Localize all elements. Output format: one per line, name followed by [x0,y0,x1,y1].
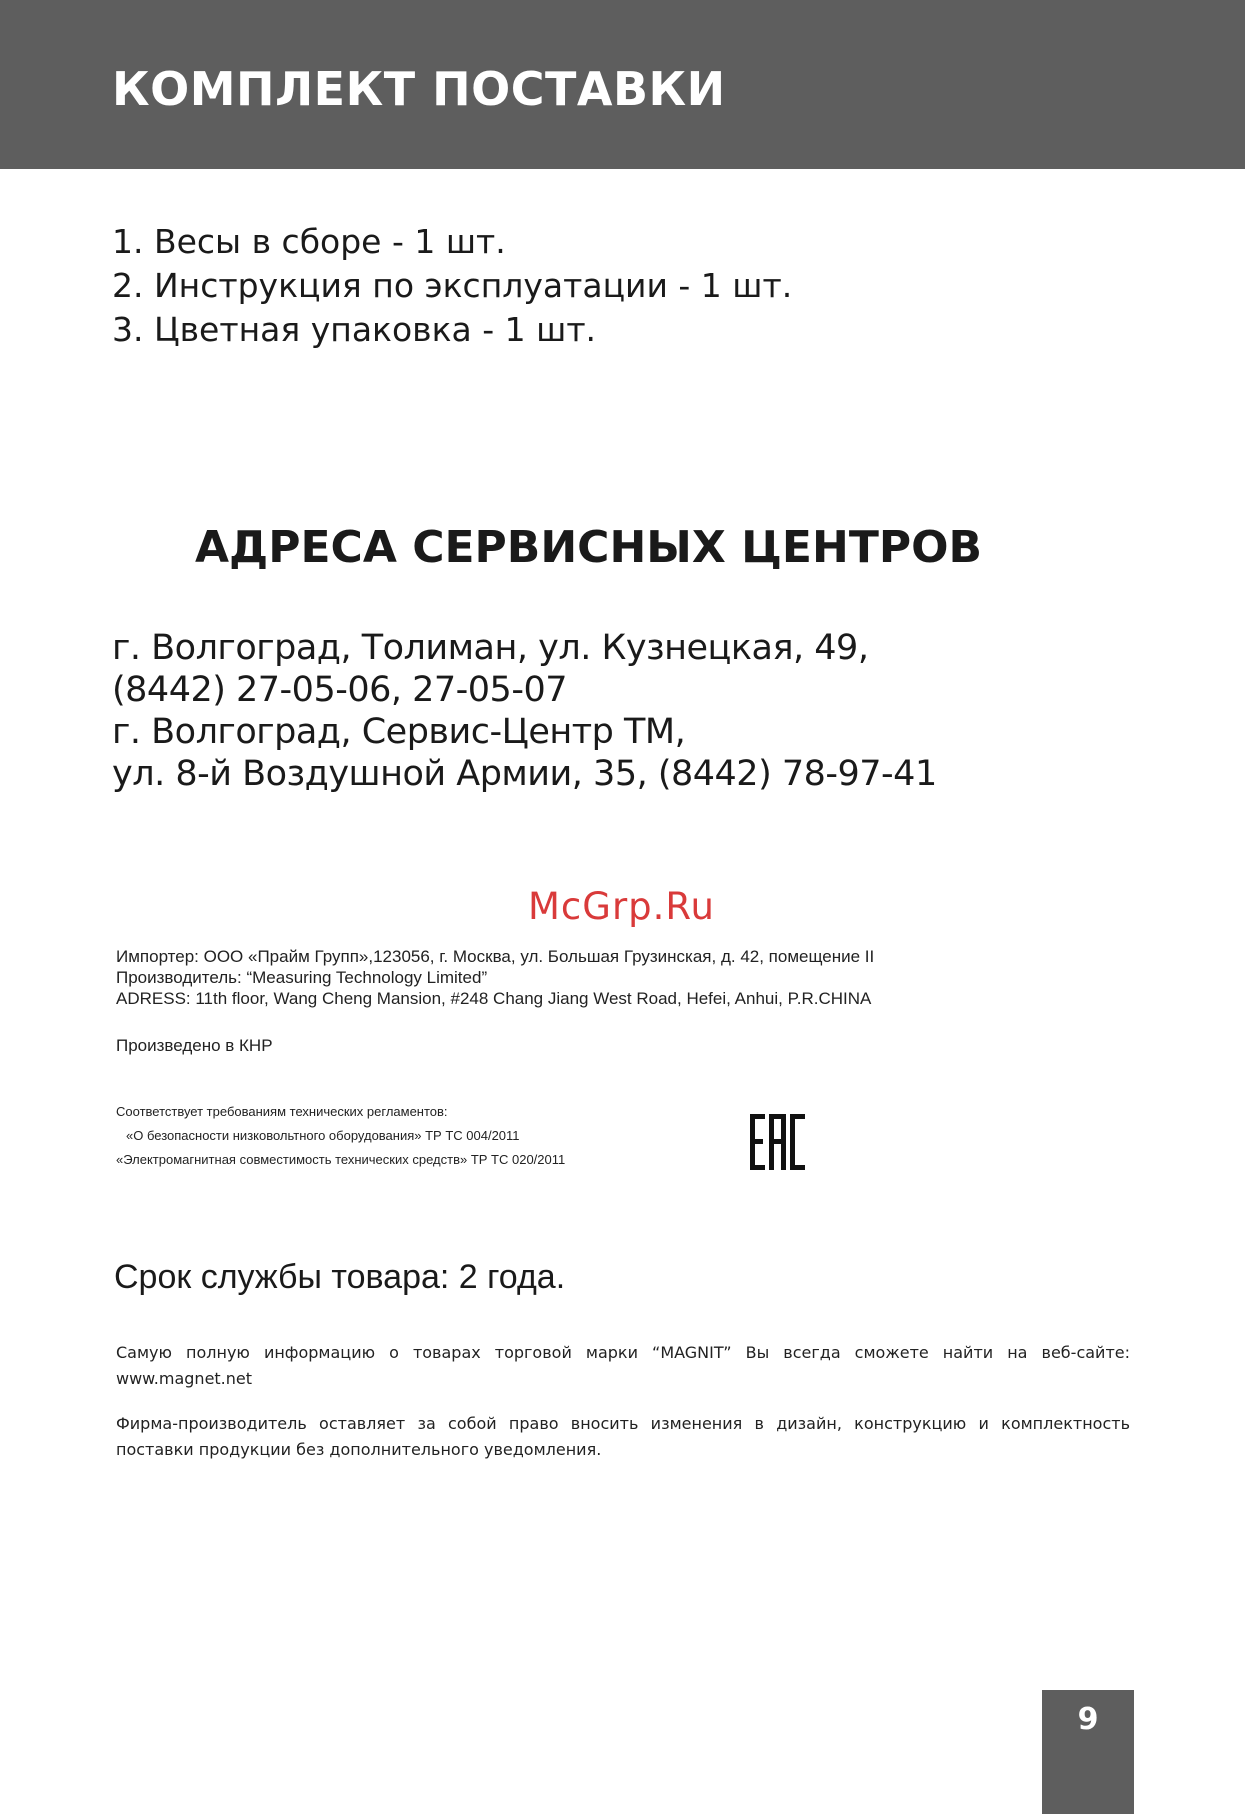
list-item: 3. Цветная упаковка - 1 шт. [112,310,597,349]
importer-info [116,946,874,1009]
manufacturer-line: Производитель: “Measuring Technology Limited” [116,968,488,987]
list-item: 2. Инструкция по эксплуатации - 1 шт. [112,266,793,305]
list-item: 1. Весы в сборе - 1 шт. [112,222,506,261]
disclaimer-paragraph: Фирма-производитель оставляет за собой право вносить изменения в дизайн, конструкцию и комплектность поставки продукции без дополнительного уведомления. [116,1414,1130,1459]
page-title: КОМПЛЕКТ ПОСТАВКИ [112,62,726,116]
service-centers-addresses [112,627,937,795]
country-of-origin: Произведено в КНР [116,1036,273,1055]
address-line: ADRESS: 11th floor, Wang Cheng Mansion, #248 Chang Jiang West Road, Hefei, Anhui, P.R.CHINA [116,989,872,1008]
compliance-line: «Электромагнитная совместимость технических средств» ТР ТС 020/2011 [116,1152,566,1167]
compliance-info [116,1100,565,1172]
compliance-line: Соответствует требованиям технических регламентов: [116,1104,448,1119]
service-centers-title: АДРЕСА СЕРВИСНЫХ ЦЕНТРОВ [195,522,983,573]
address-line: ул. 8-й Воздушной Армии, 35, (8442) 78-97-41 [112,754,937,794]
page-number-box [1042,1690,1134,1814]
info-paragraph: Самую полную информацию о товарах торговой марки “MAGNIT” Вы всегда сможете найти на веб-сайте: www.magnet.net [116,1343,1130,1388]
watermark: McGrp.Ru [528,885,715,928]
eac-mark-icon [748,1112,808,1172]
package-contents-list [112,220,792,352]
address-line: (8442) 27-05-06, 27-05-07 [112,670,567,710]
page-header [0,0,1245,169]
page-number: 9 [1077,1702,1099,1737]
importer-line: Импортер: ООО «Прайм Групп»,123056, г. Москва, ул. Большая Грузинская, д. 42, помещение II [116,947,875,966]
compliance-line: «О безопасности низковольтного оборудования» ТР ТС 004/2011 [126,1128,520,1143]
service-life: Срок службы товара: 2 года. [114,1258,566,1296]
address-line: г. Волгоград, Толиман, ул. Кузнецкая, 49, [112,628,869,668]
address-line: г. Волгоград, Сервис-Центр ТМ, [112,712,686,752]
